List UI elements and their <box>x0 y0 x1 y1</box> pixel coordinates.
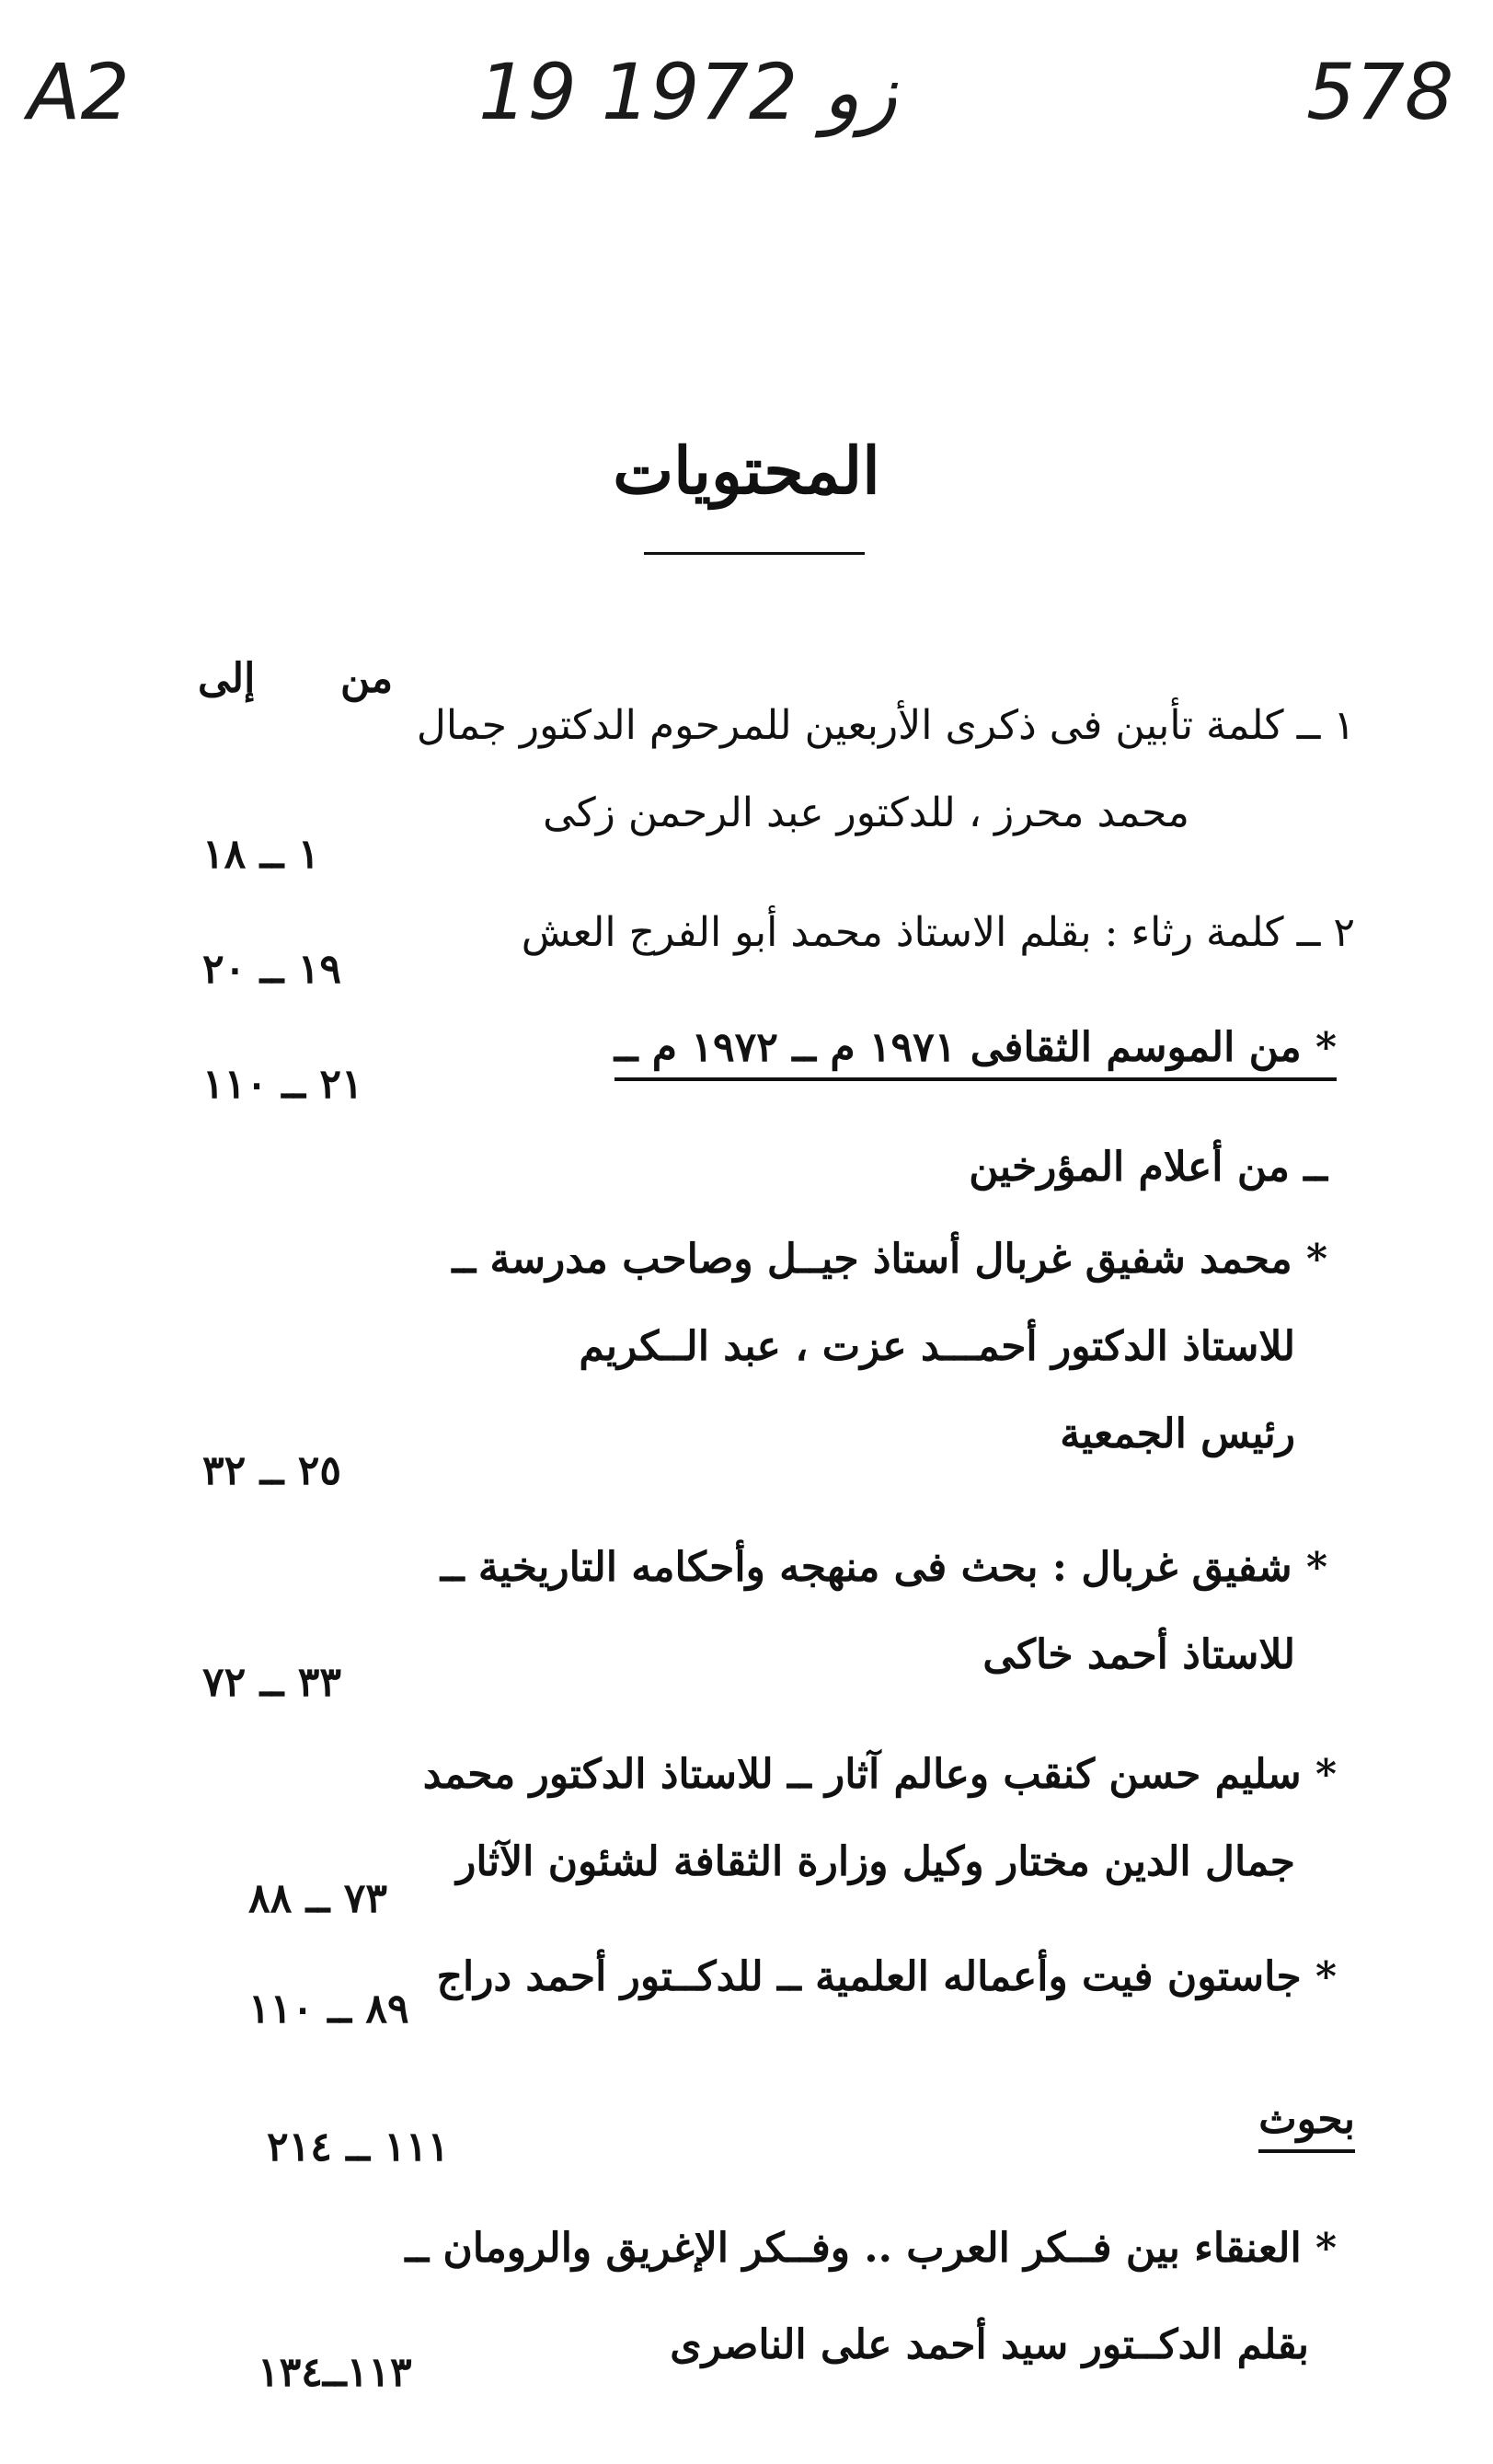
toc-entry-line: * شفيق غربال : بحث فى منهجه وأحكامه التاريخية ــ <box>440 1544 1327 1591</box>
column-header-to: إلى <box>198 655 256 702</box>
toc-page-range: ١٩ ــ ٢٠ <box>202 946 341 993</box>
toc-entry-line: محمد محرز ، للدكتور عبد الرحمن زكى <box>543 789 1189 836</box>
toc-entry-line: * العنقاء بين فــكر العرب .. وفــكر الإغريق والرومان ــ <box>405 2225 1337 2272</box>
toc-page-range: ١ ــ ١٨ <box>202 831 320 878</box>
toc-entry-line: جمال الدين مختار وكيل وزارة الثقافة لشئون الآثار <box>456 1838 1295 1885</box>
toc-page-range: ٨٩ ــ ١١٠ <box>248 1986 409 2032</box>
title-underline <box>644 552 865 555</box>
toc-entry-line: رئيس الجمعية <box>1060 1410 1295 1457</box>
toc-entry-line: بقلم الدكــتور سيد أحمد على الناصرى <box>670 2321 1309 2368</box>
toc-entry-line: * سليم حسن كنقب وعالم آثار ــ للاستاذ الدكتور محمد <box>422 1751 1337 1798</box>
section-heading-research: بحوث <box>1258 2098 1355 2153</box>
column-header-from: من <box>340 655 394 702</box>
toc-page-range: ١١٣ــ١٣٤ <box>258 2349 412 2396</box>
page-title: المحتويات <box>613 432 880 509</box>
toc-entry-line: ٢ ــ كلمة رثاء : بقلم الاستاذ محمد أبو الفرج العش <box>521 909 1355 956</box>
toc-page-range: ٢٥ ــ ٣٢ <box>202 1447 341 1494</box>
toc-entry-line: ١ ــ كلمة تأبين فى ذكرى الأربعين للمرحوم الدكتور جمال <box>416 702 1355 749</box>
toc-entry-line: للاستاذ أحمد خاكى <box>982 1631 1295 1678</box>
toc-page-range: ٢١ ــ ١١٠ <box>202 1061 363 1108</box>
toc-entry-line: للاستاذ الدكتور أحمـــد عزت ، عبد الــكريم <box>579 1323 1295 1370</box>
toc-page-range: ١١١ ــ ٢١٤ <box>267 2124 450 2170</box>
subsection-heading-historians: ــ من أعلام المؤرخين <box>969 1144 1327 1191</box>
toc-entry-line: * محمد شفيق غربال أستاذ جيــل وصاحب مدرسة ــ <box>452 1236 1327 1283</box>
section-heading-cultural-season: * من الموسم الثقافى ١٩٧١ م ــ ١٩٧٢ م ــ <box>614 1026 1337 1081</box>
handwritten-number: 578 <box>1306 47 1454 137</box>
toc-entry-line: * جاستون فيت وأعماله العلمية ــ للدكــتور أحمد دراج <box>436 1953 1337 2000</box>
handwritten-date: 19 زو 1972 <box>478 47 898 137</box>
handwritten-code: A2 <box>28 47 130 137</box>
toc-page-range: ٧٣ ــ ٨٨ <box>248 1875 387 1922</box>
toc-page-range: ٣٣ ــ ٧٢ <box>202 1659 341 1706</box>
